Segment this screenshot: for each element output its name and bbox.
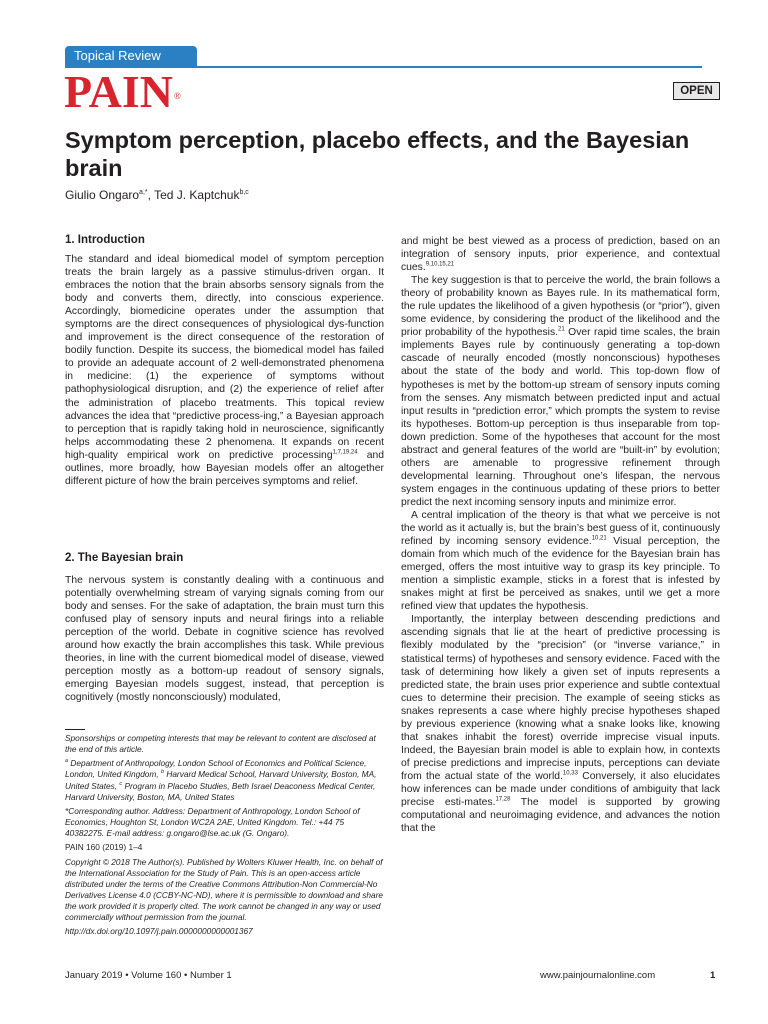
journal-logo-text: PAIN [64, 66, 174, 117]
citation-ref: 10,33 [562, 770, 578, 777]
paragraph-text: and outlines, more broadly, how Bayesian models offer an altogether different picture of how the brain perceives symptoms and relief. [65, 449, 384, 487]
author-list [65, 186, 249, 202]
article-title: Symptom perception, placebo effects, and the Bayesian brain [65, 127, 690, 181]
author-name: Ted J. Kaptchuk [154, 188, 240, 202]
citation-ref: 9,10,15,21 [425, 261, 455, 268]
right-column-body [401, 235, 720, 835]
journal-citation: PAIN 160 (2019) 1–4 [65, 842, 143, 853]
author-affiliation: b,c [239, 189, 249, 196]
journal-website[interactable]: www.painjournalonline.com [540, 970, 656, 981]
issue-info: January 2019 • Volume 160 • Number 1 [65, 970, 232, 981]
citation-ref: 21 [558, 326, 565, 333]
affiliation-text: Program in Placebo Studies, Beth Israel Deaconess Medical Center, Harvard University, Boston, MA, United States [65, 780, 376, 802]
paragraph-text: The standard and ideal biomedical model of symptom perception treats the brain largely as a passive stimulus-driven organ. It embraces the notion that the brain absorbs sensory signals from the body and converts them, directly, into conscious experience. Accordingly, biomedicine operates under the assumption that symptoms are the direct consequences of physiological dys-function and improvement is the direct consequence of the restoration of bodily function. Despite its success, the biomedical model has failed to provide an adequate account of 2 well-demonstrated phenomena in medicine: (1) the experience of symptoms without pathophysiological disruption, and (2) the experience of relief after the administration of placebo treatments. This topical review advances the idea that “predictive process-ing,” a Bayesian approach to perception that is rapidly taking hold in neuroscience, significantly helps accommodating these 2 phenomena. It expands on recent high-quality empirical work on predictive processing [65, 254, 384, 461]
paragraph-text: Importantly, the interplay between descending predictions and ascending signals that lie at the heart of predictive processing is flexibly modulated by the “precision” (or “inverse variance,” in statistical terms) of hypotheses and sensory evidence. Faced with the task of determining how likely a given set of inputs represents a predicted state, the brain uses prior experience and subtle contextual cues to determine their precision. The example of seeing sticks as snakes represents a case where highly precise hypotheses shaped by previous experience (knowing what a snake looks like, knowing that snakes inhabit the forest) override imprecise visual inputs. Indeed, the Bayesian brain model is able to explain how, in contexts of precise predictions and imprecise inputs, perceptions can deviate from the actual state of the world. [401, 614, 720, 782]
sponsorship-note: Sponsorships or competing interests that may be relevant to content are disclosed at the end of this article. [65, 733, 376, 755]
paragraph-text: Visual perception, the domain from which much of the evidence for the Bayesian brain has emerged, offers the most intuitive way to grasp its key principle. To mention a simplistic example, sticks in a forest that is infested by snakes might at first be perceived as snakes, until we get a more refined view that updates the hypothesis. [401, 536, 720, 613]
author-name: Giulio Ongaro [65, 188, 140, 202]
registered-mark: ® [174, 91, 181, 101]
citation-ref: 10,21 [591, 535, 607, 542]
citation-ref: 1,7,19,24 [332, 449, 358, 456]
paragraph-text: A central implication of the theory is that what we perceive is not the world as it actually is, but the brain’s best guess of it, continuously refined by incoming sensory evidence. [401, 509, 720, 548]
paragraph [65, 253, 384, 488]
affiliations-note [65, 758, 384, 802]
bayesian-brain-body [65, 574, 384, 704]
paragraph-text: The model is supported by growing computational and neuroimaging evidence, and advances the notion that the [401, 797, 720, 835]
affiliation-mark: b [160, 769, 165, 776]
section-tab: Topical Review [65, 46, 197, 66]
section-heading-introduction: 1. Introduction [65, 234, 145, 246]
footnotes [65, 733, 384, 941]
doi-link[interactable]: http://dx.doi.org/10.1097/j.pain.0000000000001367 [65, 926, 253, 937]
paragraph-text: Conversely, it also elucidates how inferences can be made under conditions of ambiguity that lack precise esti-mates. [401, 770, 720, 809]
affiliation-text: Harvard Medical School, Harvard University, Boston, MA, United States, [65, 769, 377, 791]
paragraph-text: and might be best viewed as a process of prediction, based on an integration of sensory inputs, prior experience, and contextual cues. [401, 236, 720, 274]
paragraph-text: Over rapid time scales, the brain implements Bayes rule by continuously generating a top-down cascade of neurally encoded (mostly nonconscious) hypotheses about the state of the body and world. This top-down flow of hypotheses is met by the bottom-up stream of sensory inputs coming from the senses. Any mismatch between predicted input and actual input results in “prediction error,” which prompts the system to revise its hypotheses. Bottom-up perception is thus inseparable from top-down prediction. Some of the hypotheses that account for the most abstract and general features of the world are “built-in” by evolution; others are amenable to progressive refinement through developmental learning. Throughout one’s lifespan, the nervous system engages in the continuous updating of these priors to better predict the next incoming sensory inputs and minimize error. [401, 327, 720, 508]
paragraph [401, 274, 720, 509]
introduction-body [65, 253, 384, 488]
paragraph: The nervous system is constantly dealing with a continuous and potentially overwhelming stream of varying signals coming from our body and senses. For the sake of adaptation, the brain must turn this confused play of sensory inputs and neural firings into a reliable perception of the world. Debate in cognitive science has revolved around how exactly the brain accomplishes this task. While previous theories, in line with the current biomedical model of disease, viewed perception mostly as a bottom-up readout of sensory signals, emerging Bayesian models suggest, instead, that perception is cognitively (mostly nonconsciously) modulated, [65, 575, 384, 704]
section-heading-bayesian-brain: 2. The Bayesian brain [65, 552, 184, 564]
affiliation-mark: c [119, 780, 123, 787]
paragraph-text: The key suggestion is that to perceive the world, the brain follows a theory of probability known as Bayes rule. In its mathematical form, the rule updates the likelihood of a given hypothesis (or “prior”), given some evidence, by considering the product of the likelihood and the prior probability of the hypothesis. [401, 275, 720, 339]
affiliation-text: Department of Anthropology, London School of Economics and Political Science, London, United Kingdom, [65, 758, 367, 780]
journal-logo [64, 66, 181, 118]
author-separator: , [147, 188, 155, 202]
page-number: 1 [710, 970, 716, 981]
corresponding-author-note: *Corresponding author. Address: Department of Anthropology, London School of Economics, Houghton St, London WC2A 2AE, United Kingdom. Tel.: +44 75 40382275. E-mail address: g.ongaro@lse.ac.uk (G. Ongaro). [65, 805, 360, 839]
paragraph [401, 235, 720, 274]
footnote-rule [65, 729, 85, 730]
paragraph [401, 509, 720, 613]
open-access-badge: OPEN [673, 82, 720, 100]
copyright-note: Copyright © 2018 The Author(s). Published by Wolters Kluwer Health, Inc. on behalf of the International Association for the Study of Pain. This is an open-access article distributed under the terms of the Creative Commons Attribution-Non Commercial-No Derivatives License 4.0 (CCBY-NC-ND), where it is permissible to download and share the work provided it is properly cited. The work cannot be changed in any way or used commercially without permission from the journal. [65, 856, 384, 923]
author-affiliation: a,* [139, 189, 148, 196]
affiliation-mark: a [65, 758, 69, 765]
paragraph [401, 613, 720, 835]
citation-ref: 17,28 [495, 796, 511, 803]
